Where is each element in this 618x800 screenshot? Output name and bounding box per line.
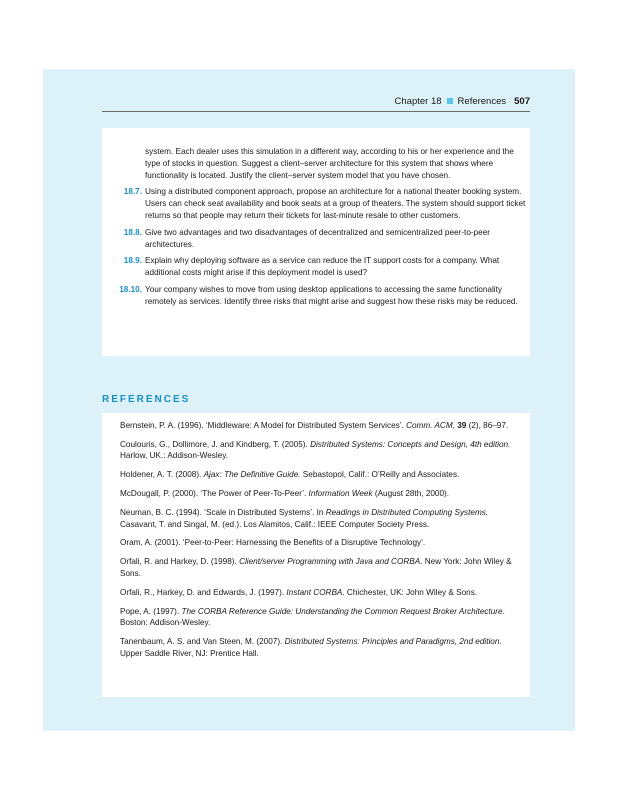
reference-text: . Chichester, UK: John Wiley & Sons. (342, 587, 478, 597)
reference-text: Orfali, R. and Harkey, D. (1998). (120, 557, 240, 567)
section-label: References (457, 96, 507, 107)
exercise-item (102, 227, 530, 251)
exercises-box (102, 128, 530, 356)
running-header (102, 95, 530, 112)
references-heading: REFERENCES (102, 394, 191, 405)
exercise-item (102, 255, 530, 279)
reference-title: Ajax: The Definitive Guide. (203, 470, 301, 480)
reference-title: Client/server Programming with Java and CORBA (239, 557, 421, 567)
reference-entry (120, 420, 518, 432)
exercise-item (102, 186, 530, 221)
reference-text: . New York: John Wiley & Sons. (120, 557, 512, 578)
reference-text: Casavant, T. and Singal, M. (ed.). Los Alamitos, Calif.: IEEE Computer Society Press. (120, 519, 430, 529)
reference-entry (120, 507, 518, 530)
exercise-text: Your company wishes to move from using desktop applications to accessing the same functionality remotely as services. Identify three risks that might arise and suggest how these risks may be reduced. (145, 284, 518, 306)
reference-entry (120, 636, 518, 659)
exercise-text: Using a distributed component approach, propose an architecture for a national theater booking system. Users can check seat availability and book seats at a group of theaters. The system should support ticket returns so that people may return their tickets for last-minute resale to other customers. (145, 187, 526, 220)
exercise-item (102, 284, 530, 308)
reference-title: Distributed Systems: Principles and Paradigms, 2nd edition (284, 637, 500, 647)
reference-entry (120, 556, 518, 579)
exercise-continuation: system. Each dealer uses this simulation in a different way, according to his or her experience and the type of stocks in question. Suggest a client–server architecture for this system that shows where functionality is located. Justify the client–server system model that you have chosen. (145, 147, 514, 180)
reference-entry (120, 439, 518, 462)
exercise-number: 18.9. (123, 256, 142, 266)
reference-text: Sebastopol, Calif.: O’Reilly and Associates. (300, 470, 460, 480)
exercise-text: Give two advantages and two disadvantages of decentralized and semicentralized peer-to-peer architectures. (145, 227, 490, 249)
exercise-number: 18.10. (119, 284, 142, 294)
reference-title: Information Week (308, 489, 373, 499)
reference-title: The CORBA Reference Guide: Understanding the Common Request Broker Architecture (181, 606, 503, 616)
reference-title: Distributed Systems: Concepts and Design, 4th edition. (310, 439, 511, 449)
exercise-number: 18.8. (123, 227, 142, 237)
reference-text: Tanenbaum, A. S. and Van Steen, M. (2007). (120, 637, 285, 647)
chapter-label: Chapter 18 (394, 96, 442, 107)
reference-entry (120, 488, 518, 500)
header-separator-square (447, 98, 453, 104)
reference-text: . Boston: Addison-Wesley. (120, 606, 505, 628)
reference-title: Comm. ACM (406, 421, 453, 430)
reference-text: . Upper Saddle River, NJ: Prentice Hall. (120, 637, 502, 658)
reference-entry (120, 587, 518, 599)
reference-text: (2), 86–97. (466, 421, 509, 430)
reference-text: (August 28th, 2000). (372, 489, 450, 499)
reference-title: Readings in Distributed Computing Systems. (325, 508, 489, 518)
exercise-text: Explain why deploying software as a service can reduce the IT support costs for a company. What additional costs might arise if this deployment model is used? (145, 256, 500, 278)
exercise-number: 18.7. (123, 187, 142, 197)
page-number: 507 (514, 96, 530, 107)
reference-text: McDougall, P. (2000). ‘The Power of Peer-To-Peer’. (120, 489, 309, 499)
reference-text: Coulouris, G., Dollimore, J. and Kindberg, T. (2005). (120, 439, 311, 449)
reference-title: Instant CORBA (286, 587, 343, 597)
reference-entry (120, 469, 518, 481)
reference-entry (120, 537, 518, 549)
reference-text: Orfali, R., Harkey, D. and Edwards, J. (1997). (120, 587, 287, 597)
reference-text: , (452, 421, 458, 430)
reference-text: Bernstein, P. A. (1996). ‘Middleware: A Model for Distributed System Services’. (120, 421, 407, 430)
reference-text: Harlow, UK.: Addison-Wesley. (120, 451, 228, 461)
reference-volume: 39 (457, 421, 467, 430)
reference-entry (120, 606, 518, 629)
reference-text: Pope, A. (1997). (120, 606, 182, 616)
reference-text: Oram, A. (2001). ‘Peer-to-Peer: Harnessing the Benefits of a Disruptive Technology’. (120, 538, 426, 548)
reference-text: Neuman, B. C. (1994). ‘Scale in Distributed Systems’. In (120, 508, 326, 518)
references-list (102, 413, 530, 697)
reference-text: Holdener, A. T. (2008). (120, 470, 204, 480)
